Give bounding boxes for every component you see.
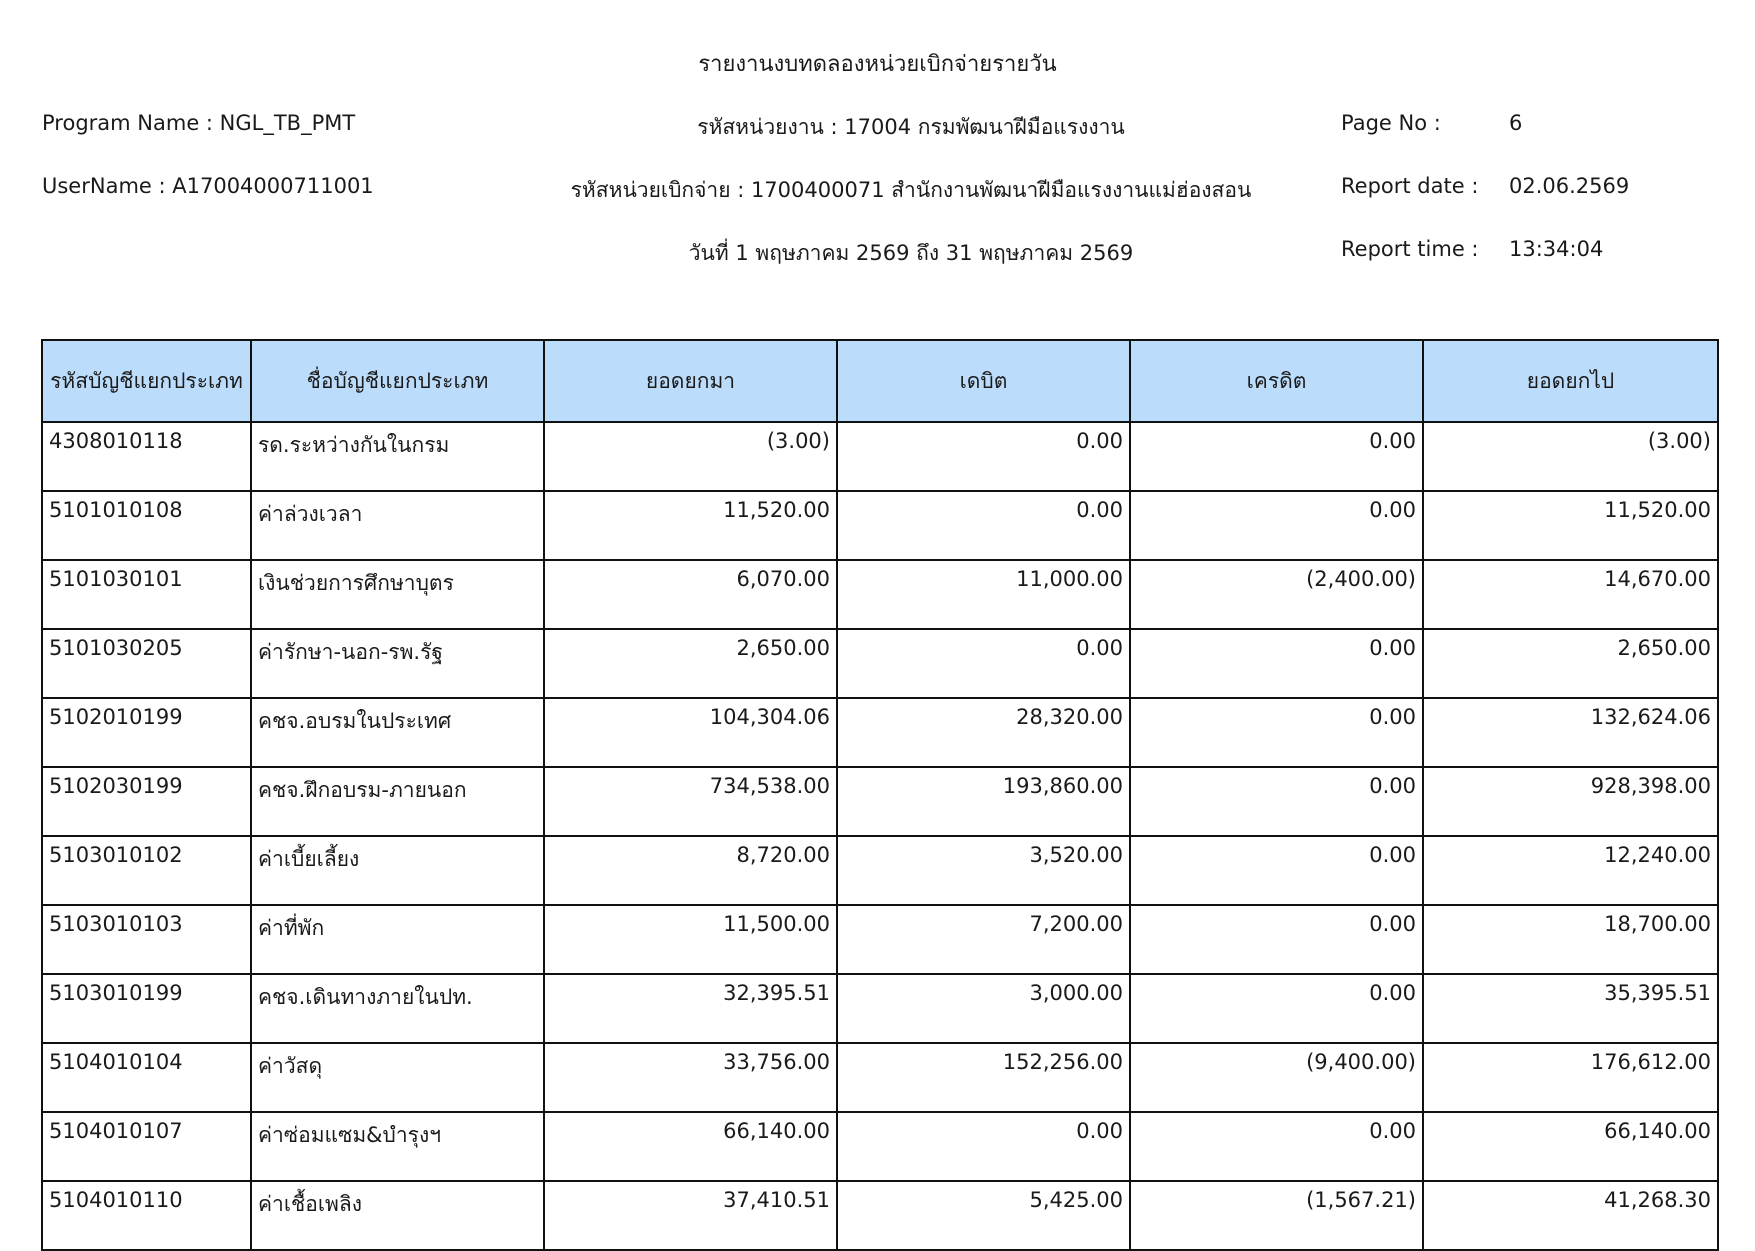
cell-credit: 0.00 [1130,836,1423,905]
cell-name: คชจ.เดินทางภายในปท. [251,974,544,1043]
cell-debit: 5,425.00 [837,1181,1130,1250]
cell-carried-forward: 66,140.00 [1423,1112,1718,1181]
cell-debit: 28,320.00 [837,698,1130,767]
trial-balance-table [41,339,1719,1251]
cell-credit: 0.00 [1130,422,1423,491]
cell-debit: 193,860.00 [837,767,1130,836]
cell-credit: 0.00 [1130,1112,1423,1181]
page-no-label: Page No : [1341,111,1441,135]
cell-credit: (1,567.21) [1130,1181,1423,1250]
table-row [42,422,1718,491]
cell-debit: 0.00 [837,629,1130,698]
cell-name: ค่าเชื้อเพลิง [251,1181,544,1250]
program-name: Program Name : NGL_TB_PMT [42,111,356,135]
cell-name: ค่าเบี้ยเลี้ยง [251,836,544,905]
cell-code: 5103010103 [42,905,251,974]
cell-name: คชจ.อบรมในประเทศ [251,698,544,767]
cell-debit: 3,000.00 [837,974,1130,1043]
cell-name: ค่าที่พัก [251,905,544,974]
cell-credit: (9,400.00) [1130,1043,1423,1112]
report-date-value: 02.06.2569 [1509,174,1630,198]
cell-carried-forward: 35,395.51 [1423,974,1718,1043]
disbursing-unit-line: รหัสหน่วยเบิกจ่าย : 1700400071 สำนักงานพัฒนาฝีมือแรงงานแม่ฮ่องสอน [570,178,1252,202]
report-date-label: Report date : [1341,174,1479,198]
cell-name: ค่าล่วงเวลา [251,491,544,560]
header-code: รหัสบัญชีแยกประเภท [42,340,251,422]
header-carried-forward: ยอดยกไป [1423,340,1718,422]
agency-line: รหัสหน่วยงาน : 17004 กรมพัฒนาฝีมือแรงงาน [697,115,1125,139]
cell-brought-forward: 66,140.00 [544,1112,837,1181]
cell-code: 5103010199 [42,974,251,1043]
table-row [42,974,1718,1043]
table-header-row [42,340,1718,422]
cell-code: 5104010107 [42,1112,251,1181]
table-row [42,629,1718,698]
cell-credit: 0.00 [1130,767,1423,836]
cell-brought-forward: 2,650.00 [544,629,837,698]
table-row [42,560,1718,629]
cell-name: คชจ.ฝึกอบรม-ภายนอก [251,767,544,836]
cell-carried-forward: 18,700.00 [1423,905,1718,974]
period-line: วันที่ 1 พฤษภาคม 2569 ถึง 31 พฤษภาคม 2569 [688,241,1134,265]
table-row [42,767,1718,836]
header-debit: เดบิต [837,340,1130,422]
report-time-label: Report time : [1341,237,1479,261]
header-credit: เครดิต [1130,340,1423,422]
cell-name: ค่าวัสดุ [251,1043,544,1112]
table-row [42,1043,1718,1112]
cell-code: 4308010118 [42,422,251,491]
cell-credit: 0.00 [1130,905,1423,974]
cell-code: 5103010102 [42,836,251,905]
cell-brought-forward: 11,520.00 [544,491,837,560]
cell-carried-forward: 2,650.00 [1423,629,1718,698]
cell-code: 5101030205 [42,629,251,698]
cell-carried-forward: 14,670.00 [1423,560,1718,629]
cell-name: ค่าซ่อมแซม&บำรุงฯ [251,1112,544,1181]
table-row [42,491,1718,560]
cell-debit: 0.00 [837,422,1130,491]
cell-carried-forward: 11,520.00 [1423,491,1718,560]
cell-name: ค่ารักษา-นอก-รพ.รัฐ [251,629,544,698]
cell-carried-forward: 132,624.06 [1423,698,1718,767]
cell-credit: 0.00 [1130,629,1423,698]
cell-code: 5101010108 [42,491,251,560]
cell-debit: 3,520.00 [837,836,1130,905]
table-row [42,905,1718,974]
cell-brought-forward: 734,538.00 [544,767,837,836]
cell-brought-forward: (3.00) [544,422,837,491]
cell-debit: 0.00 [837,1112,1130,1181]
cell-carried-forward: 176,612.00 [1423,1043,1718,1112]
cell-code: 5102030199 [42,767,251,836]
cell-carried-forward: 928,398.00 [1423,767,1718,836]
cell-code: 5102010199 [42,698,251,767]
cell-credit: 0.00 [1130,698,1423,767]
cell-code: 5104010110 [42,1181,251,1250]
header-name: ชื่อบัญชีแยกประเภท [251,340,544,422]
cell-code: 5104010104 [42,1043,251,1112]
report-time-value: 13:34:04 [1509,237,1604,261]
cell-carried-forward: 41,268.30 [1423,1181,1718,1250]
cell-carried-forward: (3.00) [1423,422,1718,491]
header-brought-forward: ยอดยกมา [544,340,837,422]
table-row [42,1112,1718,1181]
table-row [42,836,1718,905]
cell-credit: (2,400.00) [1130,560,1423,629]
page-no-value: 6 [1509,111,1523,135]
table-row [42,698,1718,767]
cell-credit: 0.00 [1130,974,1423,1043]
cell-carried-forward: 12,240.00 [1423,836,1718,905]
cell-brought-forward: 37,410.51 [544,1181,837,1250]
cell-brought-forward: 104,304.06 [544,698,837,767]
username: UserName : A17004000711001 [42,174,374,198]
cell-brought-forward: 6,070.00 [544,560,837,629]
cell-debit: 11,000.00 [837,560,1130,629]
cell-name: เงินช่วยการศึกษาบุตร [251,560,544,629]
cell-brought-forward: 11,500.00 [544,905,837,974]
cell-brought-forward: 33,756.00 [544,1043,837,1112]
report-title: รายงานงบทดลองหน่วยเบิกจ่ายรายวัน [698,52,1057,77]
cell-brought-forward: 8,720.00 [544,836,837,905]
cell-debit: 0.00 [837,491,1130,560]
cell-brought-forward: 32,395.51 [544,974,837,1043]
cell-code: 5101030101 [42,560,251,629]
cell-debit: 152,256.00 [837,1043,1130,1112]
cell-name: รด.ระหว่างกันในกรม [251,422,544,491]
cell-credit: 0.00 [1130,491,1423,560]
cell-debit: 7,200.00 [837,905,1130,974]
